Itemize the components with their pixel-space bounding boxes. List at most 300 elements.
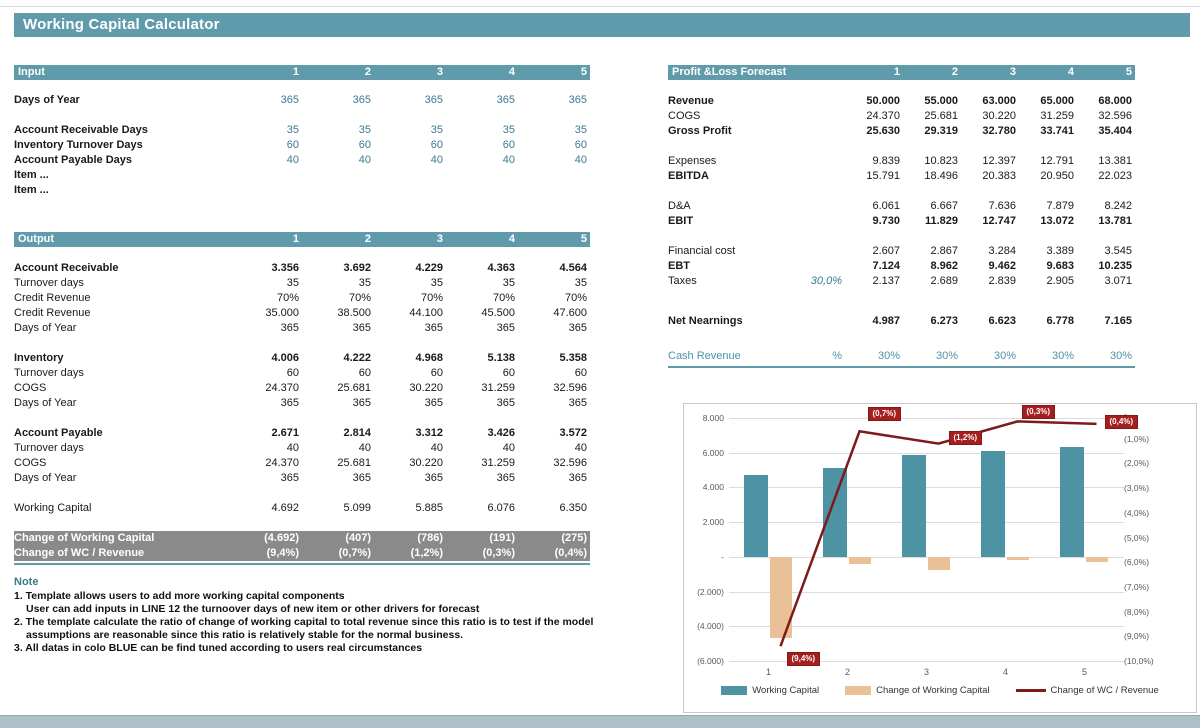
legend-item xyxy=(1016,685,1159,696)
cell: 47.600 xyxy=(553,307,587,319)
cell: 3.426 xyxy=(487,427,515,439)
cell: 25.681 xyxy=(337,382,371,394)
spacer xyxy=(14,336,590,351)
legend-swatch xyxy=(1016,689,1046,692)
spacer xyxy=(668,184,1135,199)
cell[interactable]: 3.071 xyxy=(1104,275,1132,287)
cell[interactable]: 35 xyxy=(430,124,443,136)
table-row xyxy=(14,276,590,291)
table-row xyxy=(14,153,590,168)
cell: 7.879 xyxy=(1046,200,1074,212)
cell: 29.319 xyxy=(924,125,958,137)
spacer xyxy=(668,80,1135,94)
working-capital-chart xyxy=(683,403,1197,713)
cell: 8.962 xyxy=(930,260,958,272)
table-row xyxy=(668,259,1135,274)
table-row xyxy=(668,214,1135,229)
cell[interactable]: 365 xyxy=(424,94,443,106)
cell: 6.623 xyxy=(988,315,1016,327)
chart-left-axis-label: 4.000 xyxy=(702,482,724,493)
cell[interactable] xyxy=(302,183,374,198)
cell[interactable]: 40 xyxy=(358,154,371,166)
cell: 32.596 xyxy=(553,382,587,394)
cell: 35 xyxy=(502,277,515,289)
cell: 35 xyxy=(358,277,371,289)
table-row xyxy=(668,244,1135,259)
row-label: Days of Year xyxy=(14,397,77,409)
cell: (786) xyxy=(417,532,443,544)
row-label: Account Payable xyxy=(14,427,103,439)
note-section xyxy=(14,576,654,655)
spacer xyxy=(668,289,1135,314)
cell: 2.607 xyxy=(872,245,900,257)
row-label: COGS xyxy=(14,382,47,394)
table-row xyxy=(14,261,590,276)
chart-left-axis-label: (4.000) xyxy=(697,621,724,632)
line-data-label: (1,2%) xyxy=(949,431,983,445)
cell: 38.500 xyxy=(337,307,371,319)
cell: 32.596 xyxy=(553,457,587,469)
row-label: Days of Year xyxy=(14,322,77,334)
cell[interactable]: 365 xyxy=(352,94,371,106)
col-header: 4 xyxy=(508,66,515,78)
cell: 24.370 xyxy=(265,457,299,469)
cell: 70% xyxy=(276,292,299,304)
cell: 44.100 xyxy=(409,307,443,319)
cell[interactable]: 30% xyxy=(877,350,900,362)
cell: (0,7%) xyxy=(338,547,371,559)
chart-right-axis-label: (5,0%) xyxy=(1124,532,1150,543)
table-row xyxy=(668,94,1135,109)
cell[interactable] xyxy=(302,168,374,183)
table-row xyxy=(668,199,1135,214)
cell[interactable] xyxy=(374,168,446,183)
sub-cell xyxy=(793,214,845,229)
bar-working-capital xyxy=(981,451,1005,556)
cell: 55.000 xyxy=(924,95,958,107)
cell: 2.867 xyxy=(930,245,958,257)
sub-cell xyxy=(793,259,845,274)
row-label: Account Receivable Days xyxy=(14,124,148,136)
bar-change-of-working-capital xyxy=(849,557,871,564)
cell: 50.000 xyxy=(866,95,900,107)
row-label: Cash Revenue xyxy=(668,350,741,362)
bar-working-capital xyxy=(902,455,926,557)
row-label: D&A xyxy=(668,200,691,212)
row-label: Account Receivable xyxy=(14,262,119,274)
legend-label: Working Capital xyxy=(752,685,820,696)
table-row xyxy=(668,154,1135,169)
window-top-divider xyxy=(0,6,1200,7)
col-header: 2 xyxy=(951,66,958,78)
row-label: EBT xyxy=(668,260,690,272)
row-label: Inventory Turnover Days xyxy=(14,139,143,151)
sub-cell xyxy=(793,169,845,184)
cell: 33.741 xyxy=(1040,125,1074,137)
cell: 2.671 xyxy=(271,427,299,439)
cell[interactable]: 40 xyxy=(286,154,299,166)
sub-cell xyxy=(793,94,845,109)
cell: 24.370 xyxy=(866,110,900,122)
cell[interactable]: 60 xyxy=(286,139,299,151)
cell[interactable]: 35 xyxy=(502,124,515,136)
legend-label: Change of Working Capital xyxy=(876,685,990,696)
spacer xyxy=(14,247,590,261)
cell[interactable]: 365 xyxy=(496,94,515,106)
chart-x-label: 4 xyxy=(1002,667,1008,677)
cell[interactable] xyxy=(230,183,302,198)
cell[interactable]: 30% xyxy=(993,350,1016,362)
col-header: 3 xyxy=(436,233,443,245)
cell[interactable] xyxy=(374,183,446,198)
row-label: Financial cost xyxy=(668,245,736,257)
table-row xyxy=(14,93,590,108)
row-label: Credit Revenue xyxy=(14,292,91,304)
col-header: 4 xyxy=(508,233,515,245)
col-header: 2 xyxy=(364,66,371,78)
spacer xyxy=(14,411,590,426)
cell: 24.370 xyxy=(265,382,299,394)
chart-x-label: 1 xyxy=(765,667,771,677)
cell[interactable]: 30% xyxy=(1051,350,1074,362)
note-heading: Note xyxy=(14,576,39,588)
cell: 10.823 xyxy=(924,155,958,167)
row-label: COGS xyxy=(14,457,47,469)
cell: (407) xyxy=(345,532,371,544)
cell[interactable]: 60 xyxy=(574,139,587,151)
cell: (4.692) xyxy=(264,532,299,544)
cell: 9.683 xyxy=(1046,260,1074,272)
cell: 60 xyxy=(286,367,299,379)
cell: 70% xyxy=(420,292,443,304)
table-row xyxy=(668,274,1135,289)
cell: 7.165 xyxy=(1104,315,1132,327)
cell: 70% xyxy=(564,292,587,304)
table-row xyxy=(14,138,590,153)
cell[interactable]: 40 xyxy=(502,154,515,166)
chart-right-axis-label: (10,0%) xyxy=(1124,656,1154,666)
cell: 15.791 xyxy=(866,170,900,182)
chart-x-label: 5 xyxy=(1081,667,1087,677)
cell[interactable]: 40 xyxy=(430,154,443,166)
table-header-sub xyxy=(793,65,845,80)
row-label: Net Nearnings xyxy=(668,315,743,327)
cell: 5.885 xyxy=(415,502,443,514)
cell: 20.950 xyxy=(1040,170,1074,182)
cell: (275) xyxy=(561,532,587,544)
cell: (191) xyxy=(489,532,515,544)
chart-right-axis-label: (3,0%) xyxy=(1124,483,1150,494)
cell: 32.780 xyxy=(982,125,1016,137)
bar-change-of-working-capital xyxy=(1007,557,1029,560)
row-label: Turnover days xyxy=(14,367,84,379)
row-label: COGS xyxy=(668,110,701,122)
cell[interactable]: 60 xyxy=(358,139,371,151)
row-label: Days of Year xyxy=(14,94,80,106)
cell[interactable]: 35 xyxy=(358,124,371,136)
cell: 65.000 xyxy=(1040,95,1074,107)
bar-working-capital xyxy=(1060,447,1084,557)
chart-right-axis-label: (9,0%) xyxy=(1124,631,1150,642)
cell: (1,2%) xyxy=(410,547,443,559)
row-label: Item ... xyxy=(14,169,49,181)
cell: 31.259 xyxy=(1040,110,1074,122)
spacer xyxy=(14,108,590,123)
cell: 8.242 xyxy=(1104,200,1132,212)
cell: 9.462 xyxy=(988,260,1016,272)
cell: (9,4%) xyxy=(266,547,299,559)
cell: 40 xyxy=(574,442,587,454)
cell[interactable]: 365 xyxy=(280,94,299,106)
bar-change-of-working-capital xyxy=(770,557,792,638)
note-line: assumptions are reasonable since this ratio is relatively stable for the normal business. xyxy=(26,629,464,641)
cell: 9.839 xyxy=(872,155,900,167)
cell: 3.312 xyxy=(415,427,443,439)
cell[interactable] xyxy=(230,168,302,183)
table-row xyxy=(668,124,1135,139)
cell: 25.681 xyxy=(924,110,958,122)
cell: 40 xyxy=(358,442,371,454)
cell: 35 xyxy=(574,277,587,289)
cell[interactable]: 365 xyxy=(568,94,587,106)
row-label: Taxes xyxy=(668,275,697,287)
chart-gridline xyxy=(729,418,1124,419)
cell[interactable]: 60 xyxy=(502,139,515,151)
row-label: Change of Working Capital xyxy=(14,532,155,544)
cell: 3.284 xyxy=(988,245,1016,257)
spacer xyxy=(14,486,590,501)
cell[interactable]: 30% xyxy=(1109,350,1132,362)
cell: 35.404 xyxy=(1098,125,1132,137)
chart-left-axis-label: 8.000 xyxy=(702,413,724,423)
col-header: 3 xyxy=(1009,66,1016,78)
table-row xyxy=(14,381,590,396)
cell[interactable]: 2.137 xyxy=(872,275,900,287)
cell: 365 xyxy=(496,397,515,409)
cell[interactable] xyxy=(518,183,590,198)
row-label: Gross Profit xyxy=(668,125,732,137)
cell: 365 xyxy=(424,397,443,409)
cell: 3.545 xyxy=(1104,245,1132,257)
row-label: Revenue xyxy=(668,95,714,107)
cell[interactable]: 30% xyxy=(935,350,958,362)
cell: 6.778 xyxy=(1046,315,1074,327)
chart-left-axis-label: (2.000) xyxy=(697,586,724,597)
cell[interactable]: 35 xyxy=(574,124,587,136)
bar-working-capital xyxy=(823,468,847,557)
cell: 31.259 xyxy=(481,382,515,394)
row-label: Turnover days xyxy=(14,277,84,289)
spacer xyxy=(668,229,1135,244)
cell[interactable]: 2.905 xyxy=(1046,275,1074,287)
cell: 12.747 xyxy=(982,215,1016,227)
cell[interactable]: 40 xyxy=(574,154,587,166)
chart-right-axis-label: (8,0%) xyxy=(1124,606,1150,617)
chart-x-label: 3 xyxy=(923,667,929,677)
legend-item xyxy=(721,685,819,696)
cell: 365 xyxy=(280,397,299,409)
page-title: Working Capital Calculator xyxy=(14,13,1190,37)
cell: 4.229 xyxy=(415,262,443,274)
bar-change-of-working-capital xyxy=(928,557,950,571)
table-row xyxy=(14,306,590,321)
cell: 30.220 xyxy=(409,382,443,394)
cell: 60 xyxy=(574,367,587,379)
table-row xyxy=(14,546,590,561)
cell: 3.389 xyxy=(1046,245,1074,257)
cell: 365 xyxy=(352,322,371,334)
col-header: 1 xyxy=(292,233,299,245)
cell: 5.138 xyxy=(487,352,515,364)
table-row xyxy=(14,183,590,198)
bar-working-capital xyxy=(744,475,768,556)
row-label: Working Capital xyxy=(14,502,92,514)
cell[interactable] xyxy=(446,168,518,183)
note-line: 1. Template allows users to add more working capital components xyxy=(14,590,345,602)
cell: 40 xyxy=(502,442,515,454)
table-row xyxy=(14,351,590,366)
cell: 70% xyxy=(492,292,515,304)
sub-cell xyxy=(793,109,845,124)
output-table xyxy=(14,232,590,565)
table-header-row xyxy=(14,232,590,247)
cell: 5.099 xyxy=(343,502,371,514)
cell: 3.692 xyxy=(343,262,371,274)
cell[interactable]: 35 xyxy=(286,124,299,136)
col-header: 5 xyxy=(580,66,587,78)
cell: (0,3%) xyxy=(482,547,515,559)
line-data-label: (0,4%) xyxy=(1105,415,1139,429)
bar-change-of-working-capital xyxy=(1086,557,1108,562)
cell: 6.667 xyxy=(930,200,958,212)
cell: 6.061 xyxy=(872,200,900,212)
row-label: Change of WC / Revenue xyxy=(14,547,145,559)
table-row xyxy=(14,123,590,138)
chart-right-axis-label: (1,0%) xyxy=(1124,433,1150,444)
col-header: 5 xyxy=(1125,66,1132,78)
input-table xyxy=(14,65,590,198)
cell: 60 xyxy=(502,367,515,379)
table-row xyxy=(14,441,590,456)
spacer xyxy=(14,516,590,531)
table-row xyxy=(14,366,590,381)
note-line: User can add inputs in LINE 12 the turnoover days of new item or other drivers for forecast xyxy=(26,603,480,615)
cell[interactable]: 2.839 xyxy=(988,275,1016,287)
cell: 13.381 xyxy=(1098,155,1132,167)
row-label: Item ... xyxy=(14,184,49,196)
table-row xyxy=(668,169,1135,184)
cell: 365 xyxy=(496,472,515,484)
cell: 4.222 xyxy=(343,352,371,364)
sub-cell xyxy=(793,244,845,259)
cell: 40 xyxy=(430,442,443,454)
cell: 9.730 xyxy=(872,215,900,227)
cell: 7.124 xyxy=(872,260,900,272)
chart-left-axis-label: 2.000 xyxy=(702,517,724,528)
note-line: 3. All datas in colo BLUE can be find tuned according to users real circumstances xyxy=(14,642,423,654)
cell: 30.220 xyxy=(409,457,443,469)
cell: 365 xyxy=(568,397,587,409)
chart-left-axis-label: - xyxy=(721,551,724,562)
chart-right-axis-label: (7,0%) xyxy=(1124,581,1150,592)
cell: 70% xyxy=(348,292,371,304)
cell: 365 xyxy=(424,472,443,484)
cell: 25.630 xyxy=(866,125,900,137)
cell[interactable] xyxy=(518,168,590,183)
chart-right-axis-label: (4,0%) xyxy=(1124,507,1150,518)
cell: 365 xyxy=(496,322,515,334)
row-label: Days of Year xyxy=(14,472,77,484)
col-header: 3 xyxy=(436,66,443,78)
cell: 30.220 xyxy=(982,110,1016,122)
table-row xyxy=(14,471,590,486)
cell: 60 xyxy=(430,367,443,379)
chart-right-axis-label: (2,0%) xyxy=(1124,458,1150,469)
cell: 60 xyxy=(358,367,371,379)
profit-loss-table xyxy=(668,65,1135,368)
sub-cell[interactable]: % xyxy=(832,350,842,362)
table-bottom-rule xyxy=(668,366,1135,368)
cell: 35 xyxy=(430,277,443,289)
cell: 6.350 xyxy=(559,502,587,514)
table-header-row xyxy=(668,65,1135,80)
table-bottom-rule xyxy=(14,563,590,565)
cell: 3.572 xyxy=(559,427,587,439)
line-data-label: (0,7%) xyxy=(868,407,902,421)
chart-right-axis-label: (6,0%) xyxy=(1124,557,1150,568)
chart-left-axis-label: (6.000) xyxy=(697,656,724,666)
cell: 12.397 xyxy=(982,155,1016,167)
cell: 4.006 xyxy=(271,352,299,364)
col-header: 1 xyxy=(893,66,900,78)
cell: 2.814 xyxy=(343,427,371,439)
cell: 6.076 xyxy=(487,502,515,514)
col-header: 1 xyxy=(292,66,299,78)
table-row xyxy=(668,314,1135,329)
cell: 35.000 xyxy=(265,307,299,319)
table-row xyxy=(14,291,590,306)
cell: 365 xyxy=(424,322,443,334)
spacer xyxy=(668,329,1135,349)
row-label: Turnover days xyxy=(14,442,84,454)
cell: 365 xyxy=(280,472,299,484)
cell: (0,4%) xyxy=(554,547,587,559)
cell: 31.259 xyxy=(481,457,515,469)
cell: 4.968 xyxy=(415,352,443,364)
table-row xyxy=(14,168,590,183)
cell[interactable]: 60 xyxy=(430,139,443,151)
cell: 13.781 xyxy=(1098,215,1132,227)
cell: 365 xyxy=(352,397,371,409)
bottom-strip xyxy=(0,715,1200,728)
legend-swatch xyxy=(721,686,747,695)
table-header-label: Profit &Loss Forecast xyxy=(672,66,787,78)
cell: 4.564 xyxy=(559,262,587,274)
cell: 7.636 xyxy=(988,200,1016,212)
table-header-row xyxy=(14,65,590,80)
cell[interactable]: 2.689 xyxy=(930,275,958,287)
line-data-label: (9,4%) xyxy=(787,652,821,666)
cell: 12.791 xyxy=(1040,155,1074,167)
cell: 365 xyxy=(568,472,587,484)
sub-cell xyxy=(793,154,845,169)
chart-x-label: 2 xyxy=(844,667,850,677)
legend-item xyxy=(845,685,989,696)
table-row xyxy=(14,396,590,411)
cell: 11.829 xyxy=(924,215,958,227)
cell[interactable] xyxy=(446,183,518,198)
sub-cell[interactable]: 30,0% xyxy=(810,275,842,287)
